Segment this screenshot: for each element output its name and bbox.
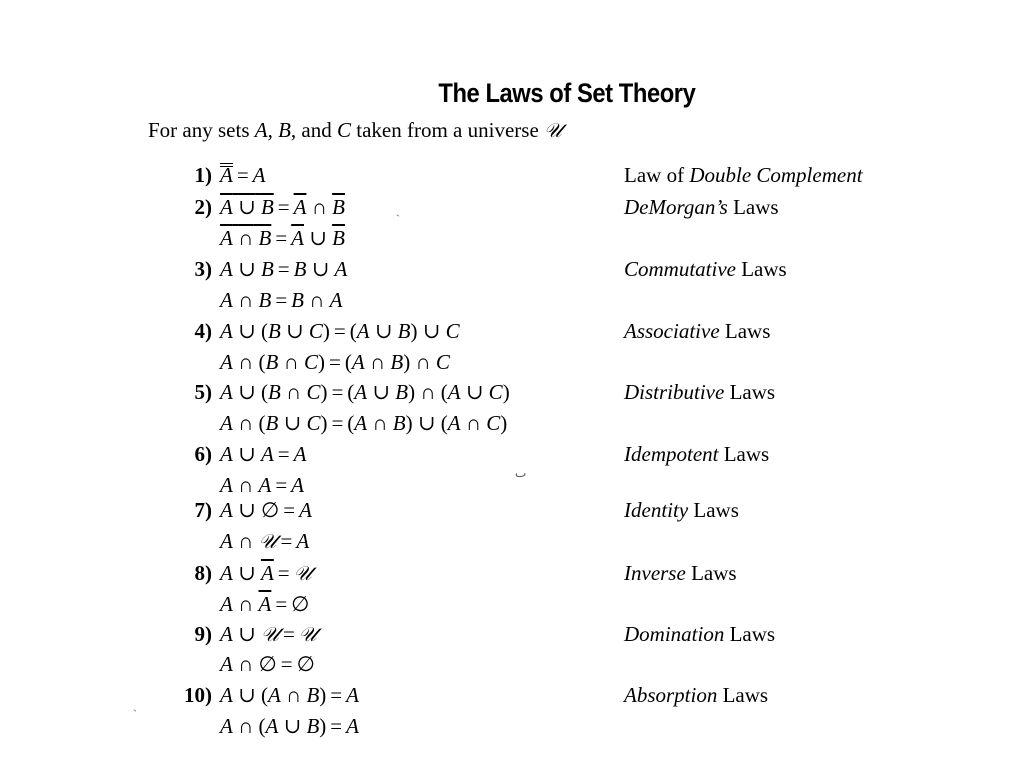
equation-6b: A ∩ A = A (220, 473, 304, 497)
equation-7a: A ∪ ∅ = A (220, 498, 312, 522)
law-row-3 (0, 257, 1024, 285)
law-row-5b (0, 411, 1024, 439)
scan-speck: ˏ (396, 203, 400, 217)
law-name-1: Law of Double Complement (624, 163, 863, 187)
equation-1a: A = A (220, 163, 266, 187)
equation-2b: A ∩ $B = \overline{A}$ ∪ $\overline{B}$ (220, 226, 345, 250)
law-number: 6) (194, 442, 212, 466)
equation-3b: A ∩ B = B ∩ A (220, 288, 343, 312)
law-number: 9) (194, 622, 212, 646)
equation-3a: A ∪ B = B ∪ A (220, 257, 348, 281)
law-row-9b (0, 652, 1024, 680)
intro-mid: , and (290, 118, 337, 142)
universe-symbol: 𝒰 (544, 118, 563, 142)
law-row-10 (0, 683, 1024, 711)
equation-4a: A ∪ (B ∪ C) = (A ∪ B) ∪ C (220, 319, 460, 343)
law-row-2 (0, 195, 1024, 223)
law-number: 3) (194, 257, 212, 281)
document-title: The Laws of Set Theory (438, 78, 696, 108)
law-number: 2) (194, 195, 212, 219)
equation-4b: A ∩ (B ∩ C) = (A ∩ B) ∩ C (220, 350, 450, 374)
equation-10a: A ∪ (A ∩ B) = A (220, 683, 359, 707)
law-row-5 (0, 380, 1024, 408)
scan-speck: ˎ (133, 698, 137, 712)
law-name-2: DeMorgan’s Laws (624, 195, 779, 219)
law-name-6: Idempotent Laws (624, 442, 770, 466)
law-name-7: Identity Laws (624, 498, 739, 522)
scan-speck: ٮ (515, 466, 527, 480)
law-row-8b (0, 592, 1024, 620)
equation-5b: A ∩ (B ∪ C) = (A ∩ B) ∪ (A ∩ C) (220, 411, 508, 435)
law-row-6b (0, 473, 1024, 501)
law-number: 7) (194, 498, 212, 522)
law-number: 4) (194, 319, 212, 343)
law-row-4b (0, 350, 1024, 378)
intro-sentence (148, 118, 562, 143)
law-number: 5) (194, 380, 212, 404)
equation-7b: A ∩ 𝒰 = A (220, 529, 310, 553)
intro-suffix: taken from a universe (351, 118, 545, 142)
equation-10b: A ∩ (A ∪ B) = A (220, 714, 359, 738)
equation-8b: A ∩ $\overline{A}$ = ∅ (220, 592, 310, 616)
law-number: 8) (194, 561, 212, 585)
law-name-5: Distributive Laws (624, 380, 776, 404)
law-name-8: Inverse Laws (624, 561, 737, 585)
law-name-10: Absorption Laws (624, 683, 769, 707)
equation-2a: A ∪ $B = \overline{A}$ ∩ $\overline{B}$ (220, 195, 345, 219)
law-row-9 (0, 622, 1024, 650)
law-number: 1) (194, 163, 212, 187)
law-row-6 (0, 442, 1024, 470)
intro-prefix: For any sets (148, 118, 255, 142)
law-row-7b (0, 529, 1024, 557)
law-row-3b (0, 288, 1024, 316)
law-row-2b (0, 226, 1024, 254)
intro-var-a: A (254, 118, 268, 142)
law-row-7 (0, 498, 1024, 526)
equation-6a: A ∪ A = A (220, 442, 307, 466)
intro-comma: , (267, 118, 279, 142)
law-number: 10) (184, 683, 212, 707)
law-row-8 (0, 561, 1024, 589)
law-name-4: Associative Laws (624, 319, 771, 343)
equation-9a: A ∪ 𝒰 = 𝒰 (220, 622, 317, 646)
law-name-9: Domination Laws (624, 622, 776, 646)
equation-9b: A ∩ ∅ = ∅ (220, 652, 315, 676)
law-name-3: Commutative Laws (624, 257, 787, 281)
equation-8a: A ∪ $\overline{A}$ = 𝒰 (220, 561, 312, 585)
law-row-10b (0, 714, 1024, 742)
law-row-4 (0, 319, 1024, 347)
law-row-1 (0, 163, 1024, 191)
intro-var-b: B (278, 118, 291, 142)
intro-var-c: C (336, 118, 351, 142)
equation-5a: A ∪ (B ∩ C) = (A ∪ B) ∩ (A ∪ C) (220, 380, 510, 404)
